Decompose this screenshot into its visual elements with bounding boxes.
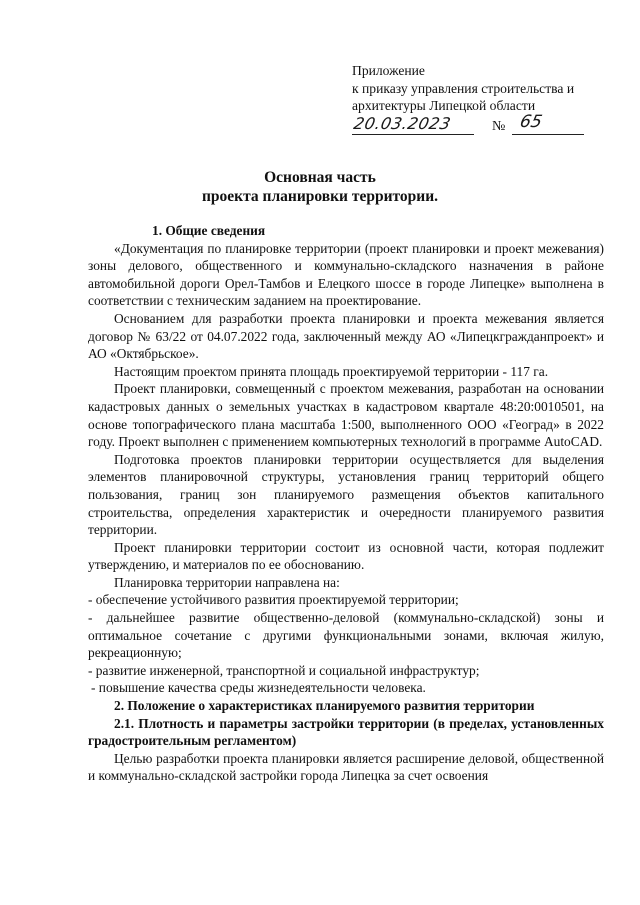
paragraph-7: Планировка территории направлена на: [114, 574, 340, 590]
number-label: № [492, 118, 506, 134]
appendix-line-1: Приложение [352, 63, 425, 78]
paragraph-4: Проект планировки, совмещенный с проектом межевания, разработан на основании кадастровых данных о земельных участках в кадастровом квартале 48:20:0010501, на основе топографического плана масштаба 1:500, выполненного ООО «Геоград» в 2022 году. Проект выполнен с применением компьютерных технологий в программе AutoCAD. [88, 381, 604, 450]
date-underline [352, 134, 474, 135]
section-1-heading: 1. Общие сведения [152, 223, 266, 238]
list-item-1: - обеспечение устойчивого развития проектируемой территории; [88, 592, 459, 608]
section-2-heading: 2. Положение о характеристиках планируемого развития территории [114, 698, 535, 714]
order-date-number-line [352, 111, 632, 139]
paragraph-3: Настоящим проектом принята площадь проектируемой территории - 117 га. [114, 363, 549, 379]
paragraph-5: Подготовка проектов планировки территории осуществляется для выделения элементов планировочной структуры, установления границ территорий общего пользования, границ зон планируемого размещения объектов капитального строительства, определения характеристик и очередности планируемого развития территории. [88, 451, 604, 538]
title-line-2: проекта планировки территории. [201, 188, 439, 205]
paragraph-1: «Документация по планировке территории (проект планировки и проект межевания) зоны делового, общественного и коммунально-складского назначения в районе автомобильной дороги Орел-Тамбов и Елецкого шоссе в городе Липецке» выполнена в соответствии с техническим заданием на проектирование. [88, 240, 604, 309]
document-title [0, 168, 640, 206]
section-2-1-heading: 2.1. Плотность и параметры застройки территории (в пределах, установленных градостроительным регламентом) [88, 715, 604, 749]
handwritten-date: 20.03.2023 [352, 113, 453, 133]
list-item-4: - повышение качества среды жизнедеятельности человека. [91, 680, 426, 696]
list-item-3: - развитие инженерной, транспортной и социальной инфраструктур; [88, 662, 480, 678]
number-underline [512, 134, 584, 135]
paragraph-6: Проект планировки территории состоит из основной части, которая подлежит утверждению, и материалов по ее обоснованию. [88, 539, 604, 573]
document-body [88, 222, 604, 785]
appendix-block [352, 62, 632, 139]
title-line-1: Основная часть [264, 169, 376, 186]
appendix-line-3: архитектуры Липецкой области [352, 98, 536, 113]
list-item-2: - дальнейшее развитие общественно-деловой (коммунально-складской) зоны и оптимальное сочетание с другими функциональными зонами, включая жилую, рекреационную; [88, 610, 604, 661]
paragraph-2: Основанием для разработки проекта планировки и проекта межевания является договор № 63/22 от 04.07.2022 года, заключенный между АО «Липецкгражданпроект» и АО «Октябрьское». [88, 310, 604, 362]
appendix-line-2: к приказу управления строительства и [352, 80, 575, 96]
paragraph-8: Целью разработки проекта планировки является расширение деловой, общественной и коммунально-складской застройки города Липецка за счет освоения [88, 750, 604, 784]
handwritten-number: 65 [518, 111, 544, 132]
